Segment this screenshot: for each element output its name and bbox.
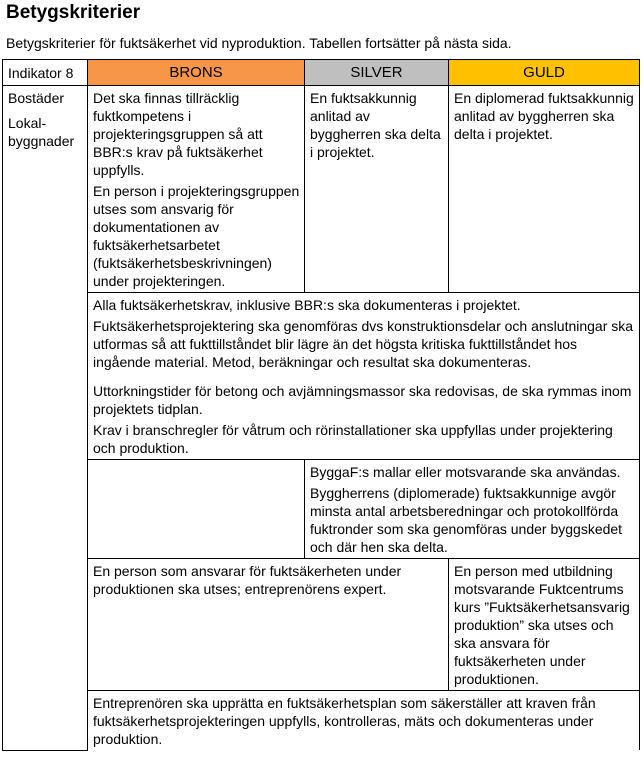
criterion-text: En person med utbildning motsvarande Fuktcentrums kurs ”Fuktsäkerhetsansvarig produktion” ska utses och ska ansvara för fuktsäkerheten under produktionen. [454,563,630,687]
indicator-header: Indikator 8 [3,60,88,86]
criterion-text: En fuktsakkunnig anlitad av byggherren ska delta i projektet. [310,90,441,160]
guld-cell [449,86,640,293]
shared-criteria-cell [88,293,640,460]
table-row [3,293,640,460]
criterion-text: En person i projekteringsgruppen utses som ansvarig för dokumentationen av fuktsäkerhetsarbetet (fuktsäkerhetsbeskrivningen) under projekteringen. [93,183,300,289]
category-cell [3,86,88,751]
criterion-text: Krav i branschregler för våtrum och rörinstallationer ska uppfyllas under projektering och produktion. [93,422,613,456]
criterion-text: ByggaF:s mallar eller motsvarande ska användas. [310,464,621,480]
header-row [3,60,640,86]
criterion-text: En person som ansvarar för fuktsäkerheten under produktionen ska utses; entreprenörens expert. [93,563,402,597]
guld-cell [449,559,640,691]
table-caption: Betygskriterier för fuktsäkerhet vid nyproduktion. Tabellen fortsätter på nästa sida. [6,35,512,51]
shared-criteria-cell [88,691,640,751]
silver-guld-cell [305,460,640,559]
criterion-text: Entreprenören ska upprätta en fuktsäkerhetsplan som säkerställer att kraven från fuktsäkerhetsprojekteringen uppfylls, kontrolleras, mäts och dokumenteras under produktion. [93,695,596,747]
silver-header: SILVER [305,60,449,86]
brons-cell [88,460,305,559]
criterion-text: Det ska finnas tillräcklig fuktkompetens i projekteringsgruppen så att BBR:s krav på fuktsäkerhet uppfylls. [93,90,263,178]
table-row [3,559,640,691]
table-row [3,86,640,293]
category-label: Bostäder [8,90,65,106]
criterion-text: Uttorkningstider för betong och avjämningsmassor ska redovisas, de ska rymmas inom projektets tidplan. [93,383,632,417]
criterion-text: Fuktsäkerhetsprojektering ska genomföras dvs konstruktionsdelar och anslutningar ska utformas så att fukttillståndet blir lägre än det högsta kritiska fukttillståndet hos ingående material. Metod, beräkningar och resultat ska dokumenteras. [93,318,634,370]
brons-header: BRONS [88,60,305,86]
page-title: Betygskriterier [6,2,141,23]
table-row [3,460,640,559]
criterion-text: En diplomerad fuktsakkunnig anlitad av byggherren ska delta i projektet. [454,90,634,142]
silver-cell [305,86,449,293]
category-label: Lokal-byggnader [8,115,75,149]
criterion-text: Alla fuktsäkerhetskrav, inklusive BBR:s ska dokumenteras i projektet. [93,297,521,313]
criterion-text: Byggherrens (diplomerade) fuktsakkunnige avgör minsta antal arbetsberedningar och protokollförda fuktronder som ska genomföras under byggskedet och där hen ska delta. [310,485,623,555]
criteria-table [2,59,640,751]
brons-cell [88,86,305,293]
brons-silver-cell [88,559,449,691]
guld-header: GULD [449,60,640,86]
table-row [3,691,640,751]
